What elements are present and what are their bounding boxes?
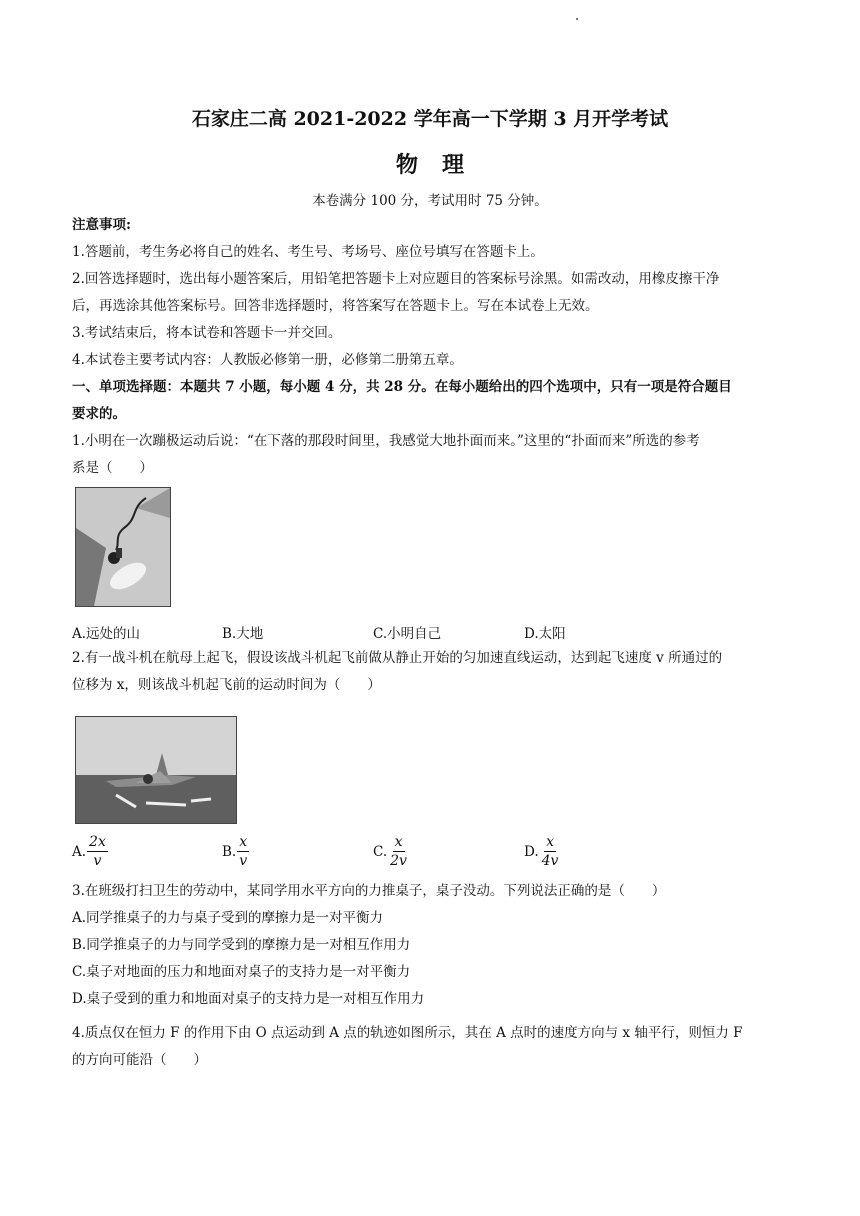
q3-option-d: D.桌子受到的重力和地面对桌子的支持力是一对相互作用力 — [72, 991, 425, 1007]
q2-stem: 2.有一战斗机在航母上起飞，假设该战斗机起飞前做从静止开始的匀加速直线运动，达到起飞速度 v 所通过的 — [72, 650, 723, 666]
section-heading-cont: 要求的。 — [72, 406, 126, 422]
note-item: 后，再选涂其他答案标号。回答非选择题时，将答案写在答题卡上。写在本试卷上无效。 — [72, 298, 599, 314]
q4-stem: 4.质点仅在恒力 F 的作用下由 O 点运动到 A 点的轨迹如图所示，其在 A 点时的速度方向与 x 轴平行，则恒力 F — [72, 1025, 743, 1041]
option-label: D. — [524, 843, 539, 860]
q3-option-c: C.桌子对地面的压力和地面对桌子的支持力是一对平衡力 — [72, 964, 411, 980]
q2-option-d — [524, 833, 560, 870]
q2-option-b — [222, 833, 249, 870]
fraction-numerator: x — [239, 834, 248, 850]
fighter-jet-image — [75, 716, 237, 824]
fraction — [87, 833, 108, 870]
section-heading: 一、单项选择题：本题共 7 小题，每小题 4 分，共 28 分。在每小题给出的四个选项中，只有一项是符合题目 — [72, 379, 732, 395]
exam-title: 石家庄二高 2021-2022 学年高一下学期 3 月开学考试 — [191, 108, 669, 130]
fraction-denominator: 4v — [541, 853, 559, 869]
q3-option-b: B.同学推桌子的力与同学受到的摩擦力是一对相互作用力 — [72, 937, 411, 953]
q1-option-c: C.小明自己 — [373, 626, 442, 642]
option-label: C. — [373, 843, 388, 860]
fraction — [388, 833, 409, 870]
q1-option-a: A.远处的山 — [72, 626, 141, 642]
note-item: 2.回答选择题时，选出每小题答案后，用铅笔把答题卡上对应题目的答案标号涂黑。如需改动，用橡皮擦干净 — [72, 271, 720, 287]
fraction-numerator: x — [394, 834, 403, 850]
q1-stem-cont: 系是（ ） — [72, 460, 153, 476]
q4-stem-cont: 的方向可能沿（ ） — [72, 1052, 207, 1068]
notes-heading: 注意事项: — [72, 217, 131, 233]
q1-option-b: B.大地 — [222, 626, 264, 642]
fraction-denominator: 2v — [390, 853, 407, 869]
subject-title: 物理 — [395, 152, 488, 178]
bungee-jump-image — [75, 487, 171, 607]
q1-option-d: D.太阳 — [524, 626, 566, 642]
option-label: A. — [72, 843, 87, 860]
q2-option-c — [373, 833, 409, 870]
q3-stem: 3.在班级打扫卫生的劳动中，某同学用水平方向的力推桌子，桌子没动。下列说法正确的是（ ） — [72, 883, 666, 899]
exam-info: 本卷满分 100 分，考试用时 75 分钟。 — [312, 193, 548, 209]
fraction-denominator: v — [93, 853, 102, 869]
fraction-numerator: x — [546, 834, 554, 850]
q2-stem-cont: 位移为 x，则该战斗机起飞前的运动时间为（ ） — [72, 677, 381, 693]
q3-option-a: A.同学推桌子的力与桌子受到的摩擦力是一对平衡力 — [72, 910, 384, 926]
q1-stem: 1.小明在一次蹦极运动后说：“在下落的那段时间里，我感觉大地扑面而来。”这里的“扑面而来”所选的参考 — [72, 433, 700, 449]
note-item: 1.答题前，考生务必将自己的姓名、考生号、考场号、座位号填写在答题卡上。 — [72, 244, 544, 260]
option-label: B. — [222, 843, 237, 860]
scan-dot — [576, 18, 578, 20]
note-item: 4.本试卷主要考试内容：人教版必修第一册，必修第二册第五章。 — [72, 352, 463, 368]
fraction — [540, 833, 561, 870]
q2-option-a — [72, 833, 108, 870]
note-item: 3.考试结束后，将本试卷和答题卡一并交回。 — [72, 325, 342, 341]
fraction-denominator: v — [239, 853, 248, 869]
fraction — [237, 833, 249, 870]
fraction-numerator: 2x — [89, 834, 106, 850]
